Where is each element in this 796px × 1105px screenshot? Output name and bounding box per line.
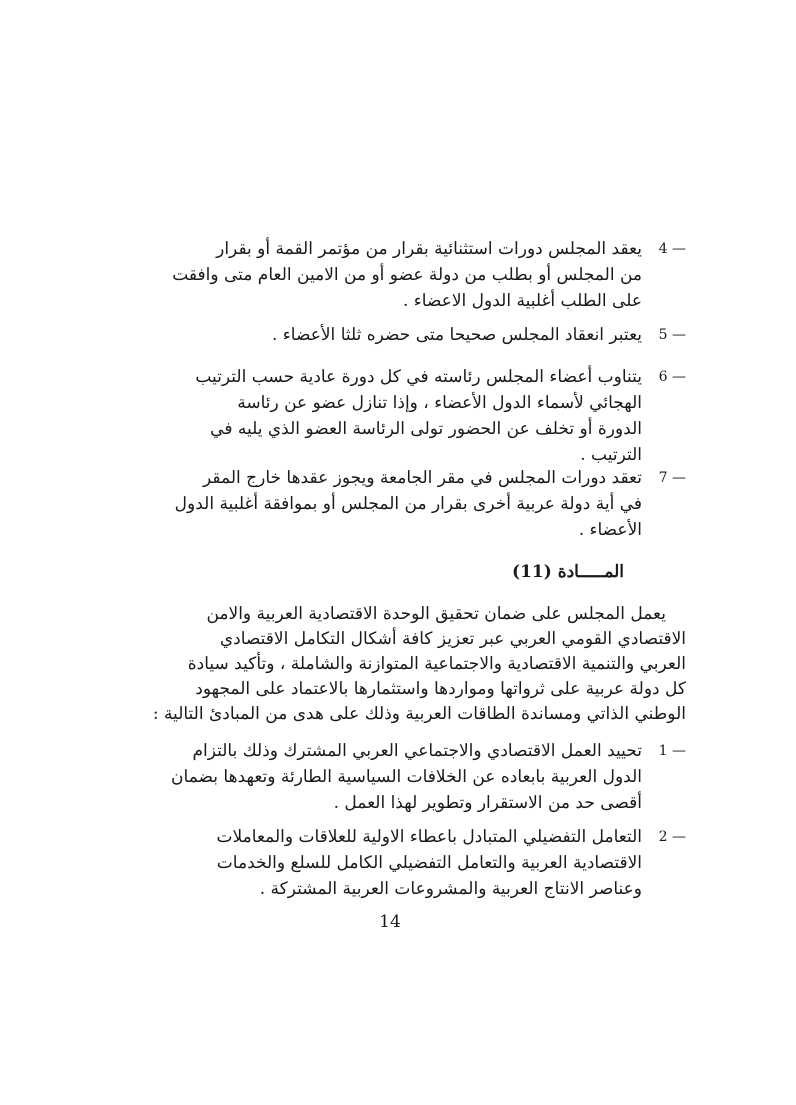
item-line: تعقد دورات المجلس في مقر الجامعة ويجوز عقدها خارج المقر (203, 468, 642, 488)
paragraph-line: الوطني الذاتي ومساندة الطاقات العربية وذلك على هدى من المبادئ التالية : (152, 704, 686, 724)
item-line: على الطلب أغلبية الدول الاعضاء . (402, 291, 642, 311)
item-number: 1 — (658, 743, 686, 759)
list-item-6 (130, 364, 686, 468)
item-line: تحييد العمل الاقتصادي والاجتماعي العربي المشترك وذلك بالتزام (192, 741, 642, 761)
paragraph-line: الاقتصادي القومي العربي عبر تعزيز كافة أشكال التكامل الاقتصادي (219, 629, 686, 649)
item-line: يعقد المجلس دورات استثنائية بقرار من مؤتمر القمة أو بقرار (216, 239, 642, 259)
item-line: الأعضاء . (578, 520, 642, 540)
article-paragraph (130, 602, 686, 727)
article-heading: المـــــادة (11) (512, 562, 624, 582)
item-number: 5 — (658, 327, 686, 343)
item-line: من المجلس أو بطلب من دولة عضو أو من الامين العام متى وافقت (172, 265, 642, 285)
list-item-4 (130, 236, 686, 314)
item-number: 7 — (658, 470, 686, 486)
item-line: يعتبر انعقاد المجلس صحيحا متى حضره ثلثا الأعضاء . (272, 325, 642, 345)
list-item-7 (130, 465, 686, 543)
item-number: 2 — (658, 829, 686, 845)
item-line: الاقتصادية العربية والتعامل التفضيلي الكامل للسلع والخدمات (216, 853, 642, 873)
item-number: 6 — (658, 369, 686, 385)
paragraph-line: العربي والتنمية الاقتصادية والاجتماعية المتوازنة والشاملة ، وتأكيد سيادة (187, 654, 686, 674)
list-item-5 (130, 322, 686, 348)
item-line: التعامل التفضيلي المتبادل باعطاء الاولية للعلاقات والمعاملات (216, 827, 642, 847)
item-line: في أية دولة عربية أخرى بقرار من المجلس أو بموافقة أغلبية الدول (174, 494, 642, 514)
item-line: يتناوب أعضاء المجلس رئاسته في كل دورة عادية حسب الترتيب (195, 367, 642, 387)
list-item-1 (130, 738, 686, 816)
item-line: الهجائي لأسماء الدول الأعضاء ، وإذا تنازل عضو عن رئاسة (237, 393, 642, 413)
paragraph-line: يعمل المجلس على ضمان تحقيق الوحدة الاقتصادية العربية والامن (206, 604, 666, 624)
page-number: 14 (379, 912, 401, 932)
item-line: وعناصر الانتاج العربية والمشروعات العربية المشتركة . (259, 879, 642, 899)
item-line: أقصى حد من الاستقرار وتطوير لهذا العمل . (333, 793, 642, 813)
item-number: 4 — (658, 241, 686, 257)
paragraph-line: كل دولة عربية على ثرواتها ومواردها واستثمارها بالاعتماد على المجهود (195, 679, 686, 699)
item-line: الدول العربية بابعاده عن الخلافات السياسية الطارئة وتعهدها بضمان (171, 767, 642, 787)
list-item-2 (130, 824, 686, 902)
item-line: الدورة أو تخلف عن الحضور تولى الرئاسة العضو الذي يليه في (210, 419, 642, 439)
item-line: الترتيب . (580, 445, 642, 465)
